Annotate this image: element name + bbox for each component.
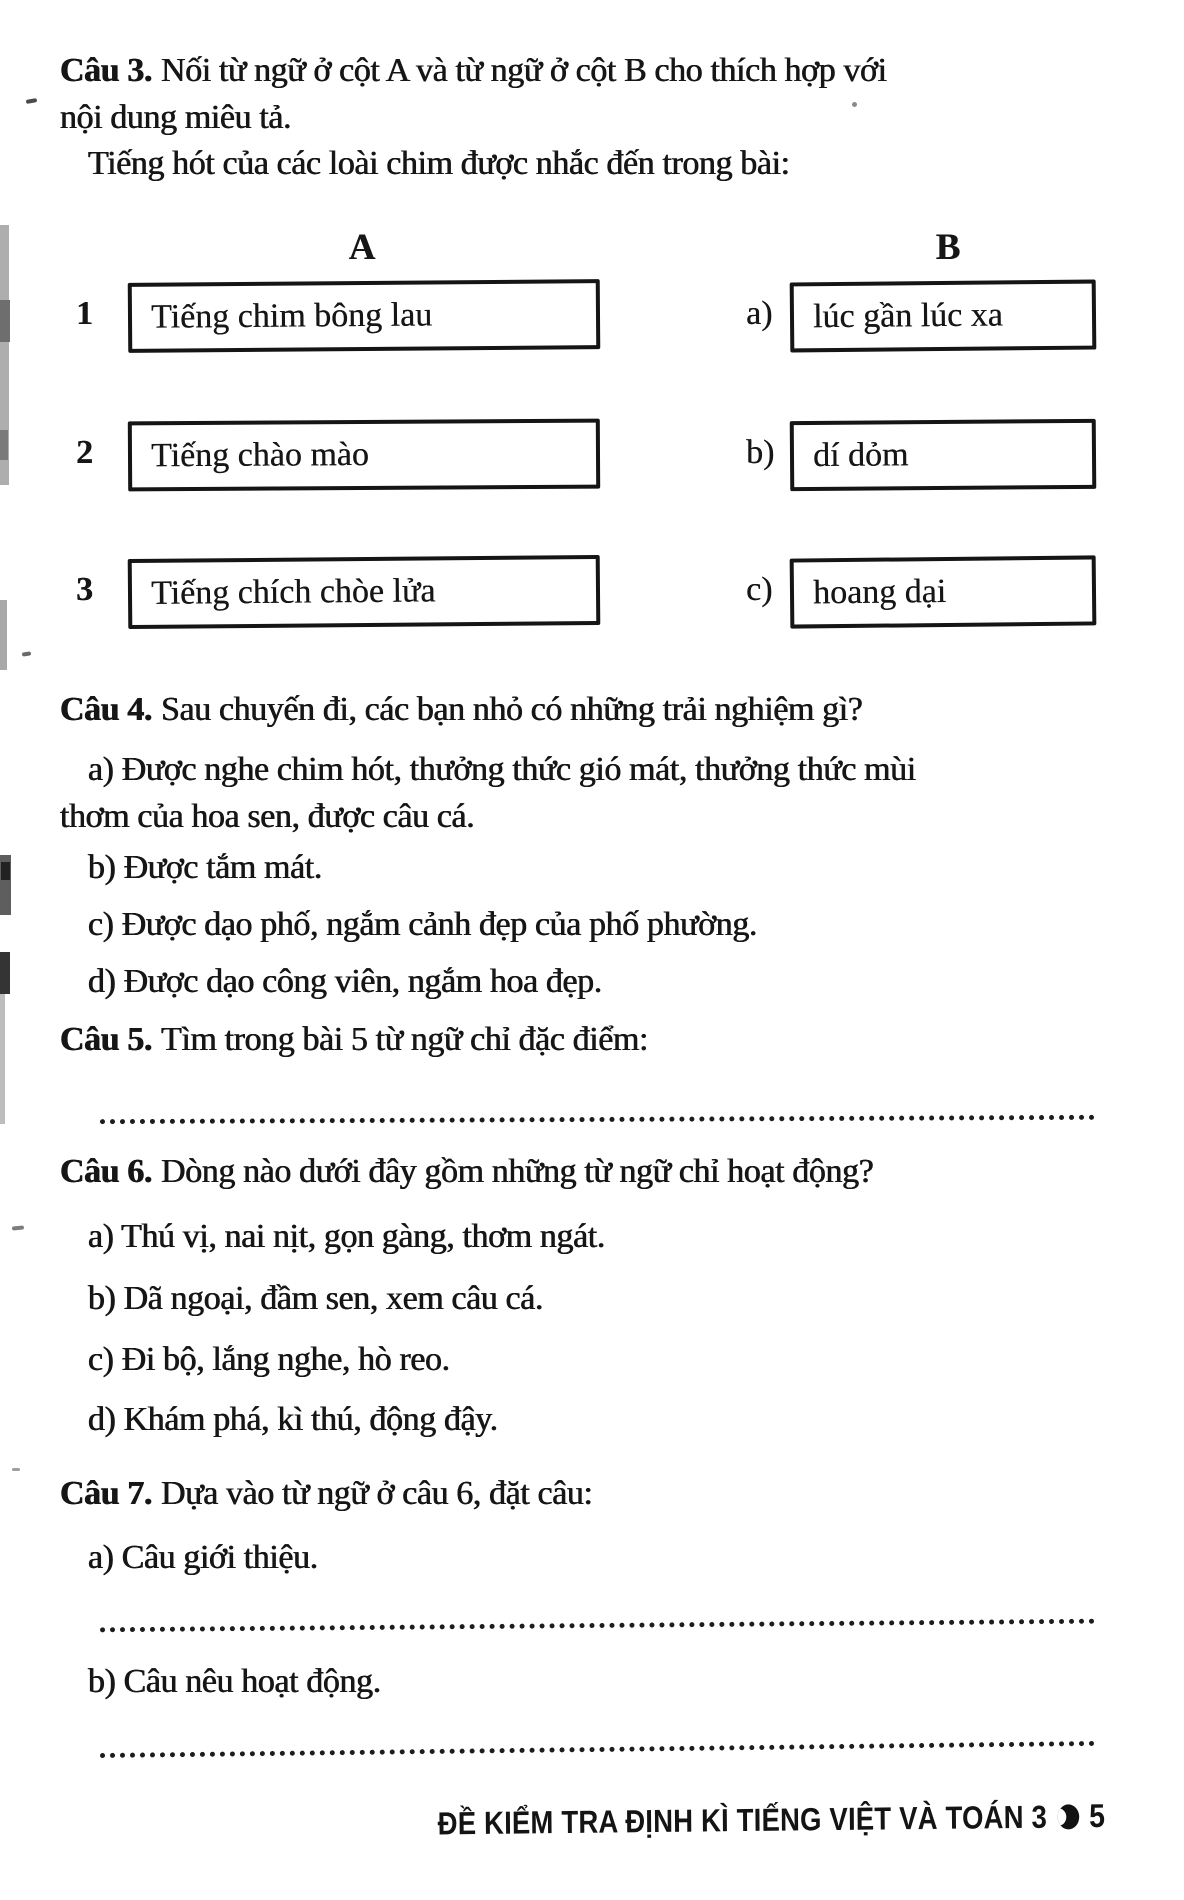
- question-5-heading-text: Tìm trong bài 5 từ ngữ chỉ đặc điểm:: [161, 1021, 649, 1058]
- question-6-option-a: a) Thú vị, nai nịt, gọn gàng, thơm ngát.: [88, 1218, 605, 1255]
- scan-artifact-gutter-blob: [0, 952, 10, 994]
- question-6-heading: [60, 1151, 873, 1194]
- match-row-1-label: a): [746, 295, 773, 332]
- question-7-number: Câu 7.: [60, 1475, 153, 1512]
- question-3-heading-line2: nội dung miêu tả.: [60, 99, 292, 136]
- match-row-1-number: 1: [76, 295, 93, 332]
- scan-artifact-speck: [22, 651, 31, 656]
- question-6-number: Câu 6.: [60, 1153, 153, 1190]
- question-4-number: Câu 4.: [60, 691, 153, 728]
- question-3-heading: [60, 50, 887, 93]
- match-row-1-left-box: Tiếng chim bông lau: [128, 279, 601, 353]
- question-3-heading-text: Nối từ ngữ ở cột A và từ ngữ ở cột B cho thích hợp với: [161, 52, 887, 89]
- answer-dotted-line-q7b: [100, 1741, 1095, 1758]
- scan-artifact-gutter-blob: [1, 862, 10, 880]
- question-7-heading-text: Dựa vào từ ngữ ở câu 6, đặt câu:: [161, 1475, 593, 1512]
- match-row-1-right-box: lúc gần lúc xa: [790, 280, 1097, 353]
- footer-title: ĐỀ KIỂM TRA ĐỊNH KÌ TIẾNG VIỆT VÀ TOÁN 3: [437, 1798, 1048, 1841]
- scan-artifact-gutter-dark: [0, 300, 10, 342]
- match-row-2-number: 2: [76, 434, 93, 471]
- question-4-option-a-line1: a) Được nghe chim hót, thưởng thức gió mát, thưởng thức mùi: [88, 751, 916, 788]
- question-6-heading-text: Dòng nào dưới đây gồm những từ ngữ chỉ hoạt động?: [161, 1153, 874, 1190]
- page-number: 5: [1088, 1797, 1106, 1835]
- scan-artifact-speck: [12, 1468, 20, 1471]
- answer-dotted-line-q5: [100, 1115, 1095, 1124]
- question-3-intro: Tiếng hót của các loài chim được nhắc đến trong bài:: [88, 145, 790, 182]
- question-5-number: Câu 5.: [60, 1021, 153, 1058]
- question-4-heading: [60, 689, 863, 732]
- match-row-2-label: b): [746, 434, 775, 471]
- question-3-number: Câu 3.: [60, 52, 153, 89]
- match-row-2-left-box: Tiếng chào mào: [128, 419, 600, 492]
- question-4-option-d: d) Được dạo công viên, ngắm hoa đẹp.: [88, 963, 602, 1000]
- column-a-header: A: [348, 227, 376, 268]
- column-b-header: B: [935, 227, 961, 268]
- question-4-option-b: b) Được tắm mát.: [88, 849, 322, 886]
- crescent-bullet-icon: [1057, 1804, 1079, 1829]
- match-row-3-label: c): [746, 571, 773, 608]
- question-6-option-d: d) Khám phá, kì thú, động đậy.: [88, 1401, 498, 1438]
- question-6-option-b: b) Dã ngoại, đầm sen, xem câu cá.: [88, 1280, 544, 1317]
- match-row-2-right-box: dí dỏm: [790, 419, 1097, 491]
- match-row-3-left-box: Tiếng chích chòe lửa: [128, 555, 601, 629]
- scan-artifact-speck: [26, 98, 38, 104]
- question-7-option-b: b) Câu nêu hoạt động.: [88, 1663, 381, 1700]
- question-4-option-a-line2: thơm của hoa sen, được câu cá.: [60, 798, 475, 835]
- question-6-option-c: c) Đi bộ, lắng nghe, hò reo.: [88, 1341, 450, 1378]
- scan-artifact-speck: [852, 102, 857, 107]
- scan-artifact-gutter-dark: [0, 430, 8, 460]
- scan-artifact-speck: [12, 1225, 24, 1230]
- scan-artifact-gutter-strip: [0, 600, 7, 670]
- answer-dotted-line-q7a: [100, 1619, 1095, 1633]
- question-7-option-a: a) Câu giới thiệu.: [88, 1539, 318, 1576]
- match-row-3-number: 3: [76, 571, 93, 608]
- question-4-option-c: c) Được dạo phố, ngắm cảnh đẹp của phố phường.: [88, 906, 758, 943]
- match-row-3-right-box: hoang dại: [790, 555, 1097, 628]
- question-7-heading: [60, 1473, 593, 1516]
- footer: [437, 1797, 1105, 1842]
- question-5-heading: [60, 1019, 648, 1062]
- question-4-heading-text: Sau chuyến đi, các bạn nhỏ có những trải nghiệm gì?: [161, 691, 863, 728]
- scan-artifact-gutter-strip: [0, 994, 5, 1124]
